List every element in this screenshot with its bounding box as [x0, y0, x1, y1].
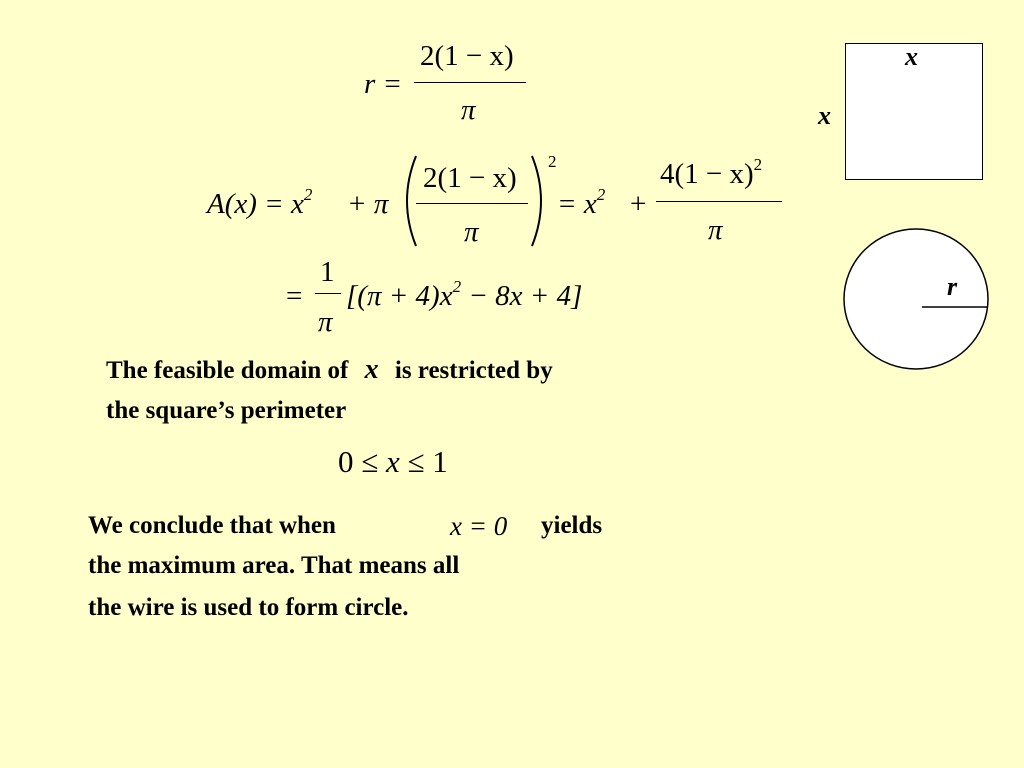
eq2-left-paren: [396, 154, 420, 248]
eq1-fraction-bar: [414, 82, 526, 83]
square-side-label: x: [818, 101, 831, 130]
eq2-frac2-bar: [656, 201, 782, 202]
para2-line3: the wire is used to form circle.: [88, 594, 409, 621]
eq2-lhs: $A(x) = x^2$: [207, 185, 313, 220]
domain-inequality: 0 ≤ x ≤ 1: [338, 444, 448, 479]
para2-line2: the maximum area. That means all: [88, 552, 460, 579]
eq2-plus: +: [630, 188, 647, 220]
eq3-frac-bar: [315, 293, 341, 294]
eq2-frac2-denominator: π: [708, 214, 723, 246]
eq3-frac-denominator: π: [318, 306, 333, 338]
eq2-frac2-numerator: $4(1 - x)^2$: [660, 155, 763, 190]
eq3-frac-numerator: 1: [320, 256, 335, 288]
eq3-equals: =: [286, 280, 303, 312]
eq2-paren-exponent: 2: [548, 152, 557, 171]
eq2-plus-pi: + π: [347, 188, 389, 220]
para2-line1-pre: We conclude that when: [88, 512, 336, 539]
eq3-body: $[(\pi + 4)x^2 - 8x + 4]$: [346, 277, 583, 312]
eq1-numerator: 2(1 − x): [420, 40, 514, 72]
eq2-mid: = $x^2$: [557, 185, 606, 220]
para2-line1-post: yields: [541, 512, 603, 539]
square-top-label: x: [905, 42, 918, 71]
eq1-lhs: r =: [364, 68, 403, 100]
eq2-frac1-numerator: 2(1 − x): [423, 162, 517, 194]
eq1-denominator: π: [461, 94, 476, 126]
para1-line1: The feasible domain of x is restricted by: [106, 354, 553, 385]
circle-diagram: [842, 228, 994, 374]
para1-line2: the square’s perimeter: [106, 397, 347, 424]
para2-condition: x = 0: [450, 511, 508, 541]
para1-variable: x: [364, 354, 379, 385]
eq2-frac1-denominator: π: [464, 216, 479, 248]
eq2-frac1-bar: [416, 203, 528, 204]
circle-radius-label: r: [947, 272, 958, 301]
